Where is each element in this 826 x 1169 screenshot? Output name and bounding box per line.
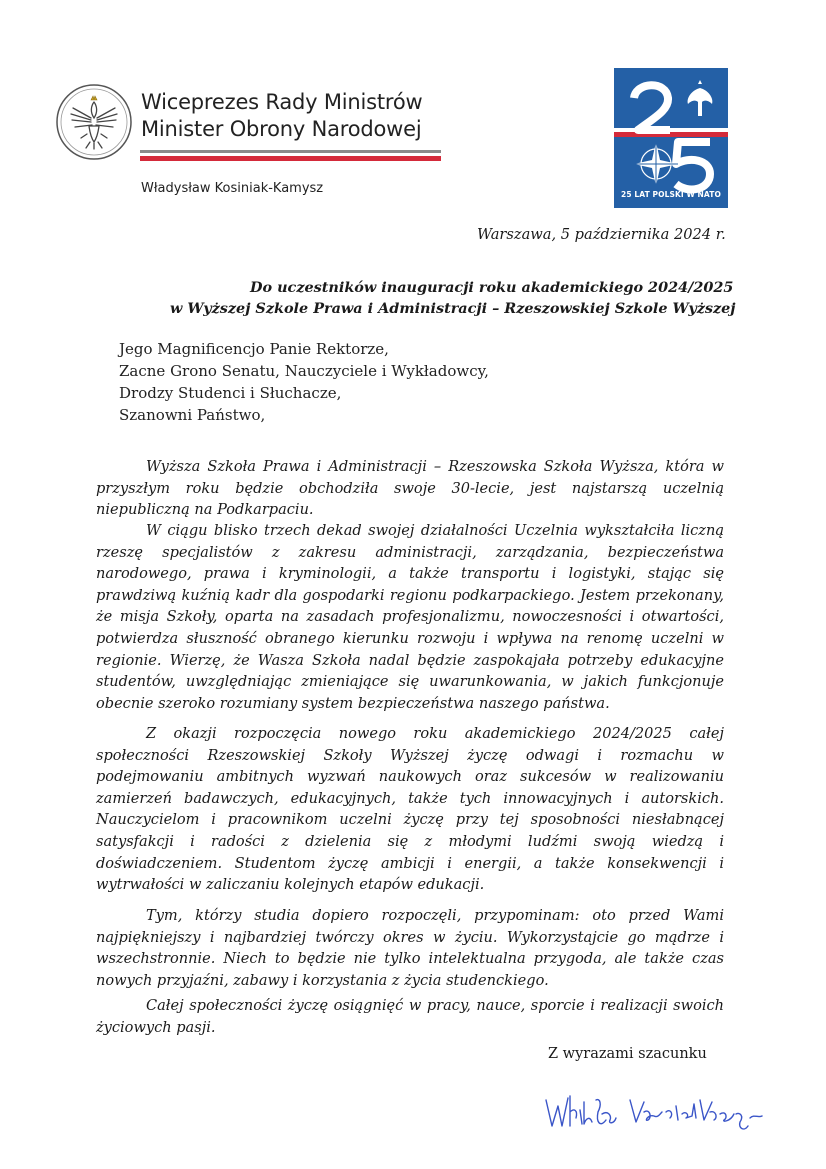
paragraph-text: W ciągu blisko trzech dekad swojej działalności Uczelnia wykształciła liczną rzeszę specjalistów z zakresu administracji, zarządzania, bezpieczeństwa narodowego, prawa i kryminologii, a także transportu i logistyki, stając się prawdziwą kuźnią kadr dla gospodarki regionu podkarpackiego. Jestem przekonany, że misja Szkoły, oparta na zasadach profesjonalizmu, nowoczesności i otwartości, potwierdza słuszność obranego kierunku rozwoju i wpływa na renomę uczelni w regionie. Wierzę, że Wasza Szkoła nadal będzie zaspokajała potrzeby edukacyjne studentów, uwzględniając zmieniające się uwarunkowania, w jakich funkcjonuje obecnie szeroko rozumiany system bezpieczeństwa naszego państwa. [96, 522, 724, 712]
paragraph-text: Całej społeczności życzę osiągnięć w pracy, nauce, sporcie i realizacji swoich życiowych pasji. [96, 997, 724, 1036]
body-paragraph-4 [96, 905, 724, 991]
paragraph-text: Z okazji rozpoczęcia nowego roku akademickiego 2024/2025 całej społeczności Rzeszowskiej Szkoły Wyższej życzę odwagi i rozmachu w podejmowaniu ambitnych wyzwań naukowych oraz sukcesów w realizowaniu zamierzeń badawczych, edukacyjnych, także tych innowacyjnych i autorskich. Nauczycielom i pracownikom uczelni życzę przy tej sposobności niesłabnącej satysfakcji i radości z dzielenia się z młodymi ludźmi swoją wiedzą i doświadczeniem. Studentom życzę ambicji i energii, a także konsekwencji i wytrwałości w zaliczaniu kolejnych etapów edukacji. [96, 725, 724, 894]
header-rule-red [140, 156, 441, 161]
greeting-line: Zacne Grono Senatu, Nauczyciele i Wykładowcy, [119, 362, 489, 380]
nato-logo-caption: 25 LAT POLSKI W NATO [621, 190, 721, 199]
org-title-line2: Minister Obrony Narodowej [141, 117, 422, 141]
closing-phrase: Z wyrazami szacunku [548, 1046, 707, 1062]
body-paragraph-2 [96, 520, 724, 714]
greeting-line: Szanowni Państwo, [119, 406, 266, 424]
greeting-line: Jego Magnificencjo Panie Rektorze, [119, 340, 389, 358]
greeting-line: Drodzy Studenci i Słuchacze, [119, 384, 342, 402]
paragraph-text: Tym, którzy studia dopiero rozpoczęli, przypominam: oto przed Wami najpiękniejszy i najbardziej twórczy okres w życiu. Wykorzystajcie go mądrze i wszechstronnie. Niech to będzie nie tylko intelektualna przygoda, ale także czas nowych przyjaźni, zabawy i korzystania z życia studenckiego. [96, 907, 724, 989]
signatory-name: Władysław Kosiniak-Kamysz [141, 181, 324, 196]
body-paragraph-1 [96, 456, 724, 521]
nato-25-logo [614, 68, 728, 208]
handwritten-signature [540, 1088, 770, 1138]
nato-25-logo-graphic [614, 68, 728, 208]
place-date: Warszawa, 5 października 2024 r. [477, 226, 726, 243]
body-paragraph-3 [96, 723, 724, 896]
addressee-line1: Do uczestników inauguracji roku akademickiego 2024/2025 [250, 279, 734, 296]
eagle-emblem-icon [55, 82, 133, 162]
org-title-line1: Wiceprezes Rady Ministrów [141, 90, 423, 114]
header-rule-gray [140, 150, 441, 153]
addressee-line2: w Wyższej Szkole Prawa i Administracji – Rzeszowskiej Szkole Wyższej [170, 300, 736, 317]
body-paragraph-5 [96, 995, 724, 1038]
paragraph-text: Wyższa Szkoła Prawa i Administracji – Rzeszowska Szkoła Wyższa, która w przyszłym roku będzie obchodziła swoje 30-lecie, jest najstarszą uczelnią niepubliczną na Podkarpaciu. [96, 458, 724, 519]
